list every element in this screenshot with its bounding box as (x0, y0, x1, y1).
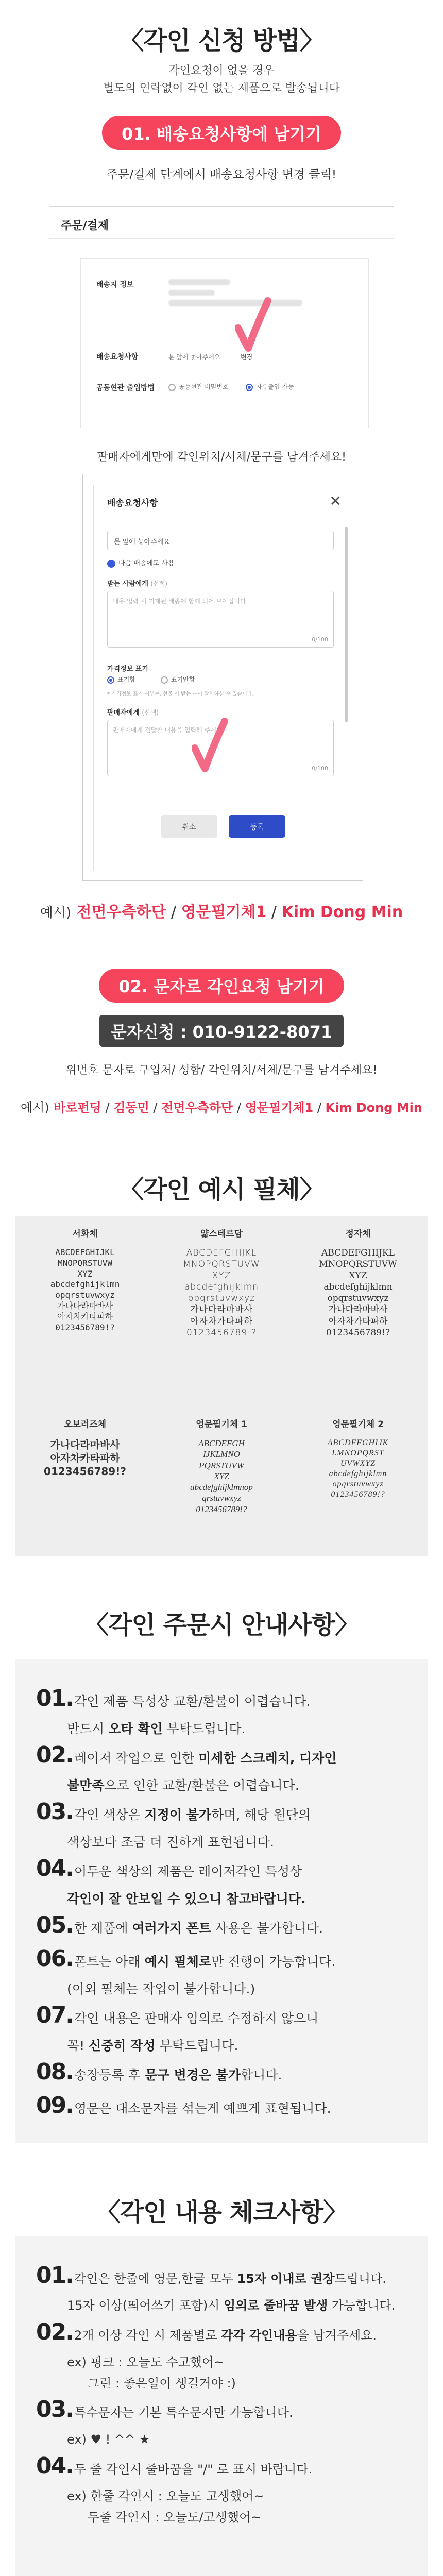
font-sample-seohwa (21, 1226, 149, 1333)
item-number: 01. (36, 1685, 73, 1711)
example-position: 전면우측하단 (76, 903, 166, 921)
radio-label: 표기함 (117, 676, 135, 683)
register-button[interactable]: 등록 (229, 815, 285, 838)
label-price-info: 가격정보 표기 (107, 665, 148, 673)
section-title-checklist: 〈각인 내용 체크사항〉 (95, 2198, 348, 2227)
notice-item (36, 1736, 417, 1797)
font-name: 얇스테르담 (200, 1229, 243, 1239)
font-examples-panel (15, 1216, 428, 1556)
char-count: 0/100 (312, 636, 328, 643)
text-bold: 15자 이내로 권장 (237, 2272, 335, 2286)
text-bold: 여러가지 폰트 (132, 1921, 212, 1936)
text-part: 드립니다. (334, 2272, 386, 2286)
radio-entrance-password[interactable] (168, 382, 229, 391)
order-inner-panel (80, 258, 369, 428)
font-sample-text: ABCDEFGHIJKL MNOPQRSTUVW XYZ abcdefghijklmn opqrstuvwxyz 가나다라마바사 아자차카타파하 0123456789!? (183, 1248, 260, 1338)
notice-item (36, 1850, 417, 1910)
label-to-seller (107, 707, 159, 717)
item-number: 01. (36, 2262, 73, 2289)
font-name: 서화체 (72, 1229, 98, 1239)
label-optional: (선택) (150, 580, 167, 587)
text-part: 반드시 (67, 1721, 109, 1736)
font-sample-script2 (294, 1417, 422, 1500)
example-store: 바로펀딩 (54, 1100, 101, 1115)
blurred-name (168, 279, 230, 285)
step1-caption: 주문/결제 단계에서 배송요청사항 변경 클릭! (106, 168, 337, 181)
font-sample-text: ABCDEFGHIJKL MNOPQRSTUVW XYZ abcdefghijklmn opqrstuvwxyz 가나다라마바사 아자차카타파하 0123456789!? (319, 1248, 397, 1338)
text-part: 하며, 해당 원단의 (211, 1807, 311, 1822)
example-font: 영문필기체1 (181, 903, 267, 921)
radio-hide-price[interactable] (161, 675, 195, 684)
change-shipping-request-link[interactable]: 변경 (241, 353, 253, 361)
radio-on-icon (107, 676, 114, 684)
step1-caption-2: 판매자에게만에 각인위치/서체/문구를 남겨주세요! (97, 451, 346, 464)
step2-label: 02. 문자로 각인요청 남기기 (99, 969, 344, 1003)
modal-scrollbar[interactable] (345, 527, 348, 722)
checklist-panel (15, 2236, 428, 2576)
radio-off-icon (161, 676, 168, 684)
order-screenshot (49, 206, 394, 443)
example-separator: / (149, 1100, 162, 1115)
notice-item (36, 1996, 417, 2057)
item-number: 04. (36, 2453, 73, 2479)
radio-off-icon (168, 384, 176, 391)
item-example: 그린 : 좋은일이 생길거야 :) (88, 2376, 236, 2391)
price-note: * 가격정보 표기 여부는, 선물 시 받는 분이 확인하실 수 있습니다. (107, 691, 254, 697)
notice-item (36, 1940, 417, 2000)
check-mark-icon (235, 297, 271, 353)
text-part: 사용은 불가합니다. (211, 1921, 323, 1936)
item-text: 어두운 색상의 제품은 레이저각인 특성상 (74, 1864, 302, 1879)
example-separator: / (266, 903, 282, 921)
text-bold: 임의로 줄바꿈 발생 (224, 2298, 328, 2313)
notice-line-2: 별도의 연락없이 각인 없는 제품으로 발송됩니다 (103, 82, 340, 95)
item-number: 03. (36, 1799, 73, 1825)
item-text: 각인 제품 특성상 교환/환불이 어렵습니다. (74, 1694, 311, 1709)
section-title-notice: 〈각인 주문시 안내사항〉 (84, 1611, 359, 1639)
item-number: 05. (36, 1912, 73, 1938)
textarea-placeholder: 판매자에게 전달할 내용을 입력해 주세요. (113, 726, 225, 734)
text-part: 가능합니다. (328, 2298, 396, 2313)
row-shipping-info: 배송지 정보 (96, 281, 134, 289)
item-example: ex) 한줄 각인시 : 오늘도 고생했어~ (67, 2488, 264, 2503)
check-item (36, 2257, 417, 2316)
font-sample-text: ABCDEFGHIJK LMNOPQRST UVWXYZ abcdefghijklmn opqrstuvwxyz 0123456789!? (327, 1438, 389, 1499)
item-number: 09. (36, 2092, 73, 2119)
notice-item (36, 1793, 417, 1853)
radio-label: 자유출입 가능 (256, 383, 294, 391)
example-separator: / (313, 1100, 326, 1115)
sms-caption: 위번호 문자로 구입처/ 성함/ 각인위치/서체/문구를 남겨주세요! (65, 1064, 378, 1077)
example-prefix: 예시) (21, 1100, 49, 1115)
item-example: ex) ♥ ! ^^ ★ (67, 2432, 150, 2447)
text-part: 송장등록 후 (74, 2067, 145, 2082)
example-separator: / (101, 1100, 114, 1115)
radio-label: 표기안함 (171, 676, 195, 683)
item-text: 특수문자는 기본 특수문자만 가능합니다. (74, 2405, 293, 2420)
text-part: 꼭! (67, 2038, 89, 2053)
font-sample-amsterdam (157, 1226, 286, 1338)
item-number: 02. (36, 1742, 73, 1768)
font-sample-script1 (157, 1417, 286, 1515)
text-bold: 미세한 스크레치, 디자인 (198, 1751, 337, 1766)
close-icon[interactable]: ✕ (329, 493, 342, 510)
step2-pill-wrap (0, 969, 443, 1003)
font-sample-text: ABCDEFGHIJKL MNOPQRSTUVW XYZ abcdefghijklmn opqrstuvwxyz 가나다라마바사 아자차카타파하 0123456789!? (50, 1247, 120, 1332)
item-example: ex) 핑크 : 오늘도 수고했어~ (67, 2354, 225, 2369)
check-item (36, 2313, 417, 2394)
char-count: 0/100 (312, 765, 328, 772)
step1-pill-wrap (0, 116, 443, 150)
text-bold: 문구 변경은 불가 (144, 2067, 241, 2082)
example-text: Kim Dong Min (325, 1100, 422, 1115)
item-number: 02. (36, 2319, 73, 2345)
example-separator: / (233, 1100, 245, 1115)
item-example: 두줄 각인시 : 오늘도/고생했어~ (88, 2510, 262, 2524)
notice-panel (15, 1659, 428, 2143)
notice-item (36, 2087, 417, 2125)
notice-item (36, 1680, 417, 1740)
item-number: 03. (36, 2396, 73, 2422)
notice-item (36, 1906, 417, 1945)
text-part: 을 남겨주세요. (297, 2328, 377, 2343)
item-line2: (이외 필체는 작업이 불가합니다.) (67, 1981, 255, 1996)
text-part: 레이저 작업으로 인한 (74, 1751, 199, 1766)
text-part: 부탁드립니다. (162, 1721, 246, 1736)
item-number: 06. (36, 1945, 73, 1972)
text-bold: 신중히 작성 (89, 2038, 156, 2053)
notice-line-1: 각인요청이 없을 경우 (168, 64, 275, 77)
text-part: 으로 인한 교환/환불은 어렵습니다. (104, 1777, 299, 1793)
order-header: 주문/결제 (49, 207, 394, 239)
example-font: 영문필기체1 (245, 1100, 314, 1115)
radio-on-icon (246, 384, 253, 391)
label-text: 판매자에게 (107, 709, 140, 717)
text-part: 부탁드립니다. (155, 2038, 238, 2053)
item-number: 08. (36, 2059, 73, 2085)
blurred-phone (168, 290, 215, 296)
textarea-placeholder: 내용 입력 시 기재된 배송에 함께 되어 보여집니다. (113, 598, 248, 605)
cancel-button[interactable]: 취소 (161, 815, 217, 838)
text-part: 만 진행이 가능합니다. (211, 1954, 336, 1969)
text-part: 폰트는 아래 (74, 1954, 145, 1969)
font-sample-jeongja (294, 1226, 422, 1338)
reuse-checkbox[interactable] (107, 557, 175, 568)
font-sample-text: 가나다라마바사 아자차카타파하 0123456789!? (44, 1438, 126, 1478)
radio-show-price[interactable] (107, 675, 135, 684)
section-title-application: 〈각인 신청 방법〉 (119, 26, 324, 55)
checkbox-checked-icon (107, 560, 115, 568)
label-to-recipient (107, 578, 167, 588)
example-separator: / (166, 903, 181, 921)
check-item (36, 2391, 417, 2450)
example-name: 김동민 (113, 1100, 149, 1115)
font-name: 정자체 (345, 1229, 371, 1239)
sms-pill-wrap (0, 1015, 443, 1047)
label-text: 받는 사람에게 (107, 580, 148, 588)
check-mark-icon (192, 717, 228, 774)
item-number: 07. (36, 2002, 73, 2028)
item-text: 영문은 대소문자를 섞는게 예쁘게 표현됩니다. (74, 2101, 331, 2116)
text-bold: 각인이 잘 안보일 수 있으니 참고바랍니다. (67, 1891, 306, 1906)
item-text: 두 줄 각인시 줄바꿈을 "/" 로 표시 바랍니다. (74, 2462, 313, 2477)
row-shipping-request: 배송요청사항 (96, 353, 139, 361)
text-part: 각인은 한줄에 영문,한글 모두 (74, 2272, 237, 2286)
font-name: 영문필기체 2 (332, 1419, 384, 1430)
text-part: 각인 색상은 (74, 1807, 145, 1822)
font-name: 오보러즈체 (63, 1419, 107, 1430)
shipping-request-value: 문 앞에 놓아주세요 (168, 353, 220, 361)
modal-title: 배송요청사항 (94, 485, 353, 516)
step1-label: 01. 배송요청사항에 남기기 (102, 116, 341, 150)
shipping-request-select[interactable]: 문 앞에 놓아주세요 (107, 531, 334, 550)
text-part: 2개 이상 각인 시 제품별로 (74, 2328, 222, 2343)
example-line-2 (0, 1097, 443, 1115)
check-item (36, 2447, 417, 2528)
item-text: 각인 내용은 판매자 임의로 수정하지 않으니 (74, 2011, 319, 2026)
example-position: 전면우측하단 (161, 1100, 233, 1115)
font-name: 영문필기체 1 (196, 1419, 247, 1430)
radio-free-access[interactable] (246, 382, 294, 391)
item-line2: 색상보다 조금 더 진하게 표현됩니다. (67, 1834, 274, 1850)
radio-label: 공동현관 비밀번호 (179, 383, 229, 391)
font-sample-oboreoz (21, 1417, 149, 1478)
item-number: 04. (36, 1855, 73, 1882)
text-part: 15자 이상(띄어쓰기 포함)시 (67, 2298, 224, 2313)
notice-item (36, 2053, 417, 2092)
text-bold: 예시 필체로 (144, 1954, 212, 1969)
text-bold: 지정이 불가 (144, 1807, 212, 1822)
font-sample-text: ABCDEFGH IJKLMNO PQRSTUVW XYZ abcdefghijklmnop qrstuvwxyz 0123456789!? (190, 1438, 253, 1514)
text-part: 합니다. (241, 2067, 282, 2082)
section-title-fonts: 〈각인 예시 필체〉 (119, 1175, 324, 1204)
checkbox-label: 다음 배송에도 사용 (118, 560, 175, 567)
text-bold: 각각 각인내용 (221, 2328, 297, 2343)
example-line-1 (0, 899, 443, 922)
modal-screenshot (82, 474, 363, 881)
row-entrance-method: 공동현관 출입방법 (96, 384, 155, 392)
text-part: 한 제품에 (74, 1921, 132, 1936)
text-bold: 불만족 (67, 1777, 105, 1793)
recipient-message-textarea[interactable] (107, 591, 334, 648)
shipping-request-modal (93, 485, 353, 871)
engraving-application-section (0, 0, 443, 938)
example-prefix: 예시) (40, 905, 72, 921)
sms-phone-number[interactable]: 문자신청 : 010-9122-8071 (99, 1015, 344, 1047)
label-optional: (선택) (142, 709, 159, 716)
text-bold: 오타 확인 (108, 1721, 163, 1736)
example-text: Kim Dong Min (281, 903, 403, 921)
